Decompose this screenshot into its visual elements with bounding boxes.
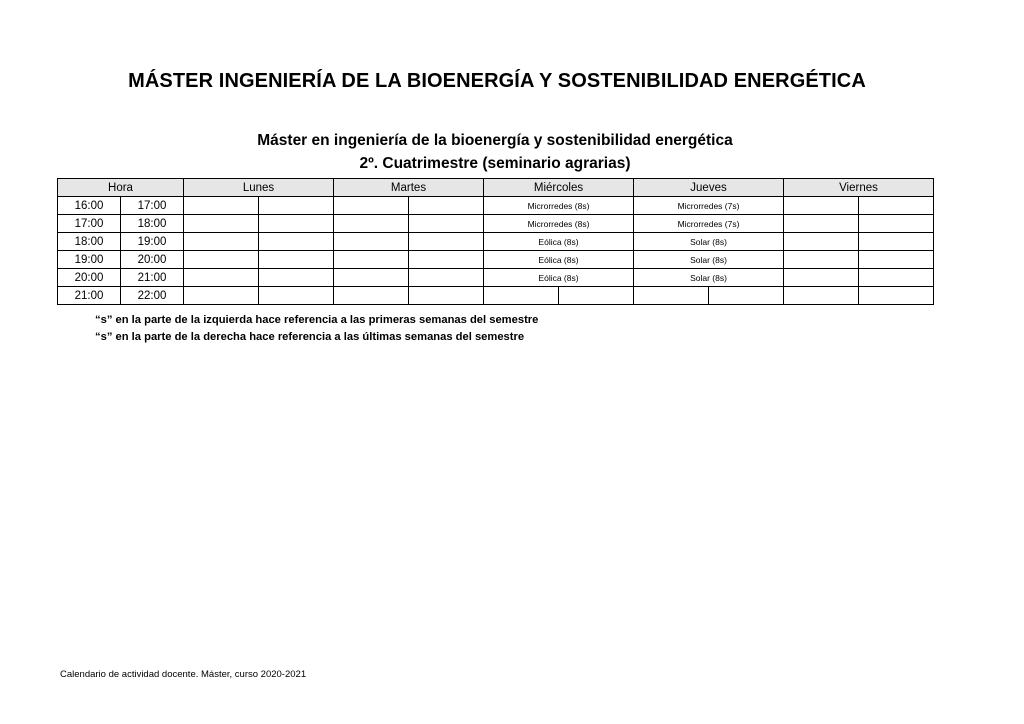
course-cell: Microrredes (8s) [484, 215, 634, 233]
course-cell: Eólica (8s) [484, 233, 634, 251]
notes [95, 312, 538, 346]
header-row [58, 179, 934, 197]
start-time: 21:00 [58, 287, 121, 305]
course-cell: Eólica (8s) [484, 251, 634, 269]
col-miercoles: Miércoles [484, 179, 634, 197]
end-time: 17:00 [121, 197, 184, 215]
col-viernes: Viernes [784, 179, 934, 197]
course-cell: Microrredes (8s) [484, 197, 634, 215]
end-time: 20:00 [121, 251, 184, 269]
end-time: 21:00 [121, 269, 184, 287]
schedule-table [57, 178, 934, 305]
table-row [58, 233, 934, 251]
start-time: 19:00 [58, 251, 121, 269]
course-cell: Solar (8s) [634, 233, 784, 251]
table-row [58, 251, 934, 269]
note-left: “s” en la parte de la izquierda hace referencia a las primeras semanas del semestre [95, 314, 539, 326]
course-cell: Eólica (8s) [484, 269, 634, 287]
main-title: MÁSTER INGENIERÍA DE LA BIOENERGÍA Y SOSTENIBILIDAD ENERGÉTICA [128, 70, 866, 92]
course-cell: Solar (8s) [634, 269, 784, 287]
table-row [58, 287, 934, 305]
course-cell: Solar (8s) [634, 251, 784, 269]
end-time: 22:00 [121, 287, 184, 305]
col-martes: Martes [334, 179, 484, 197]
start-time: 16:00 [58, 197, 121, 215]
note-right: “s” en la parte de la derecha hace referencia a las últimas semanas del semestre [95, 331, 525, 343]
end-time: 19:00 [121, 233, 184, 251]
course-cell: Microrredes (7s) [634, 197, 784, 215]
footer: Calendario de actividad docente. Máster, curso 2020-2021 [60, 669, 307, 680]
table-row [58, 197, 934, 215]
start-time: 17:00 [58, 215, 121, 233]
start-time: 18:00 [58, 233, 121, 251]
col-hora: Hora [58, 179, 184, 197]
start-time: 20:00 [58, 269, 121, 287]
course-cell: Microrredes (7s) [634, 215, 784, 233]
table-row [58, 215, 934, 233]
subtitle: Máster en ingeniería de la bioenergía y sostenibilidad energética [257, 132, 733, 149]
end-time: 18:00 [121, 215, 184, 233]
semester-title: 2º. Cuatrimestre (seminario agrarias) [359, 155, 631, 172]
table-row [58, 269, 934, 287]
col-jueves: Jueves [634, 179, 784, 197]
col-lunes: Lunes [184, 179, 334, 197]
